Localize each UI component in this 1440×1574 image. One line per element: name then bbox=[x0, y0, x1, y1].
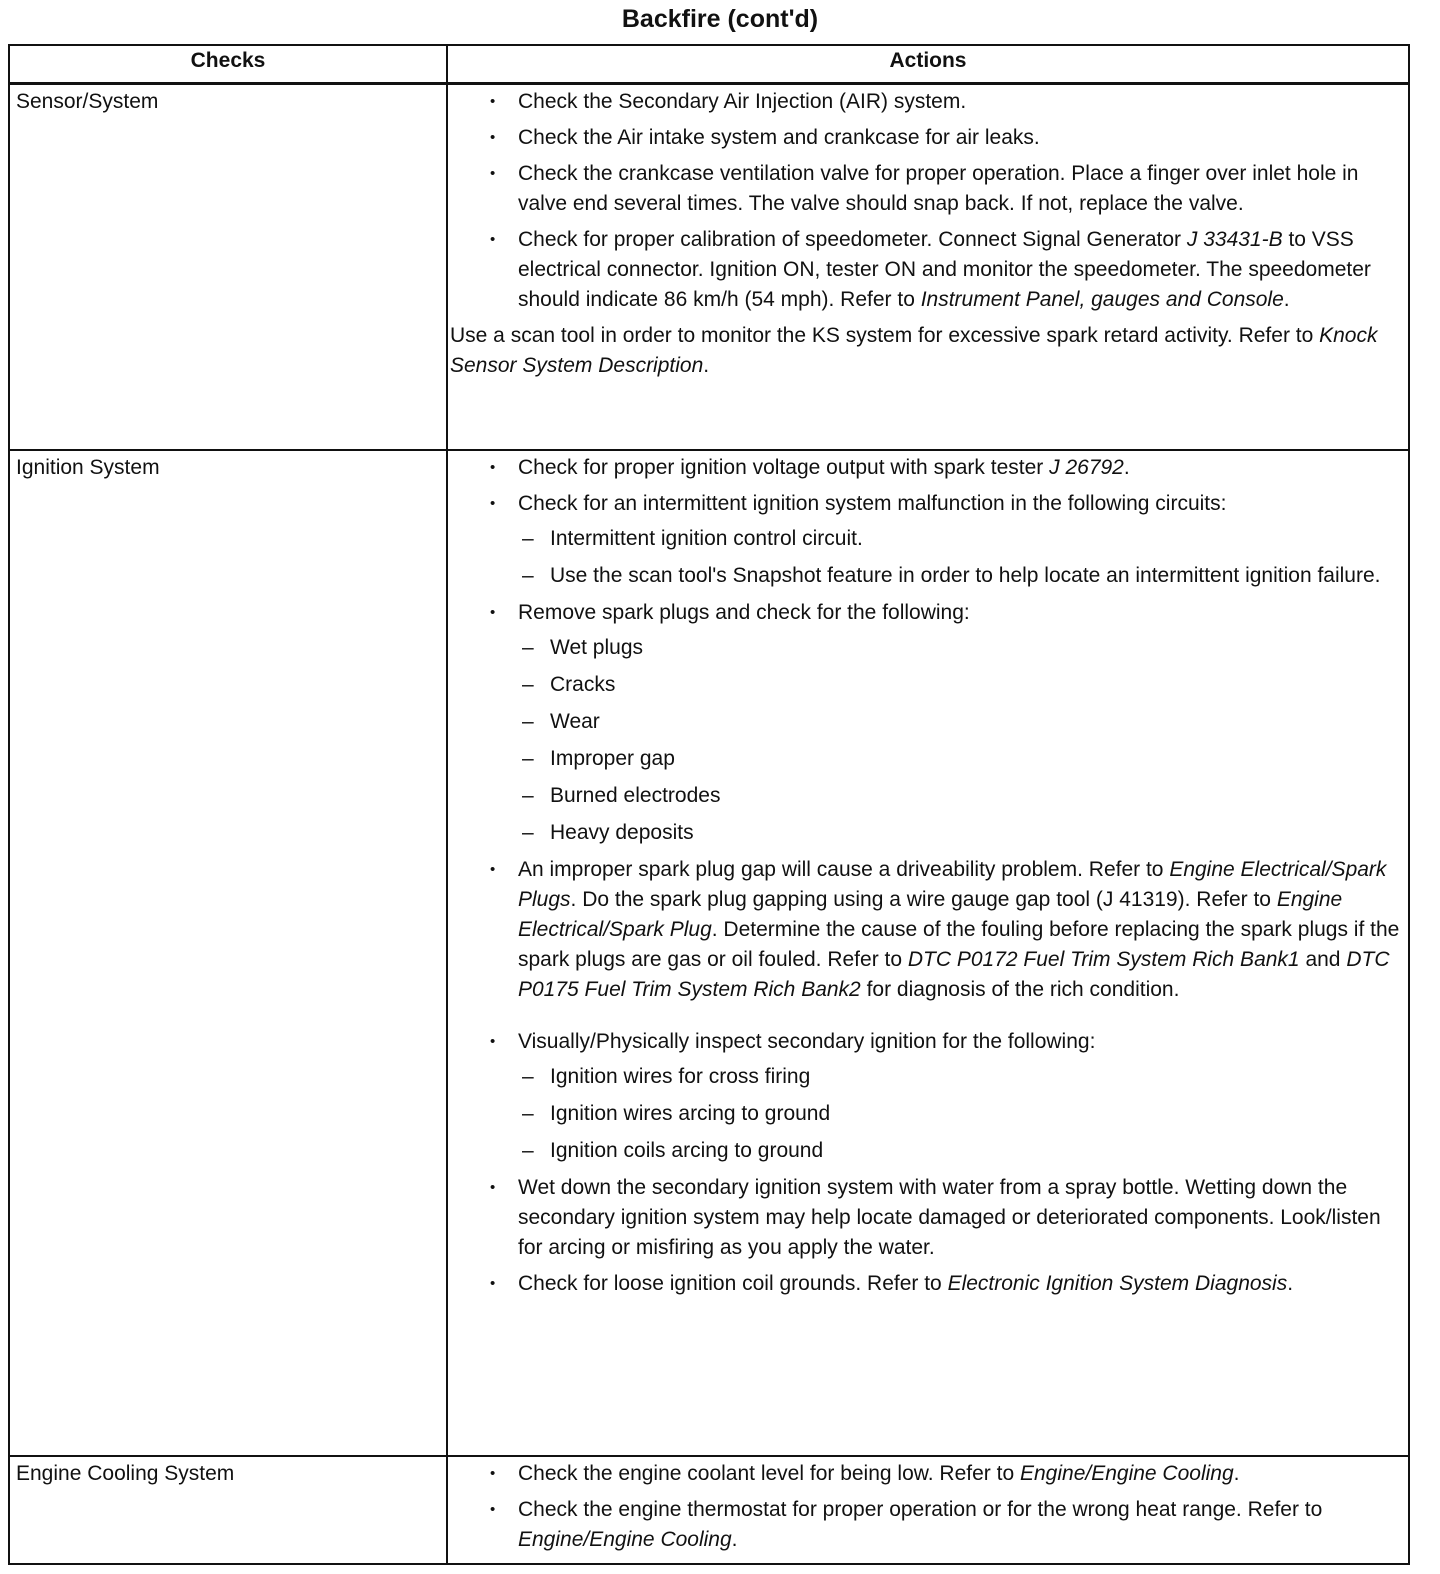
sub-item: – Use the scan tool's Snapshot feature in order to help locate an intermittent ignition failure. bbox=[518, 561, 1402, 591]
sub-list bbox=[518, 1062, 1402, 1166]
sub-item: – Intermittent ignition control circuit. bbox=[518, 524, 1402, 554]
table-row-sensor-system bbox=[9, 84, 1409, 451]
manual-reference: Engine Electrical/Spark Plugs bbox=[518, 858, 1387, 911]
action-item: • Check the Secondary Air Injection (AIR) system. bbox=[454, 87, 1402, 117]
sub-item: – Improper gap bbox=[518, 744, 1402, 774]
action-text: Check for loose ignition coil grounds. Refer to bbox=[518, 1272, 948, 1295]
manual-reference: Instrument Panel, gauges and Console bbox=[920, 288, 1284, 311]
diagnosis-table bbox=[8, 44, 1410, 1565]
action-text: Use a scan tool in order to monitor the KS system for excessive spark retard activity. Refer to bbox=[450, 324, 1320, 347]
manual-reference: Electronic Ignition System Diagnosis bbox=[947, 1272, 1288, 1295]
action-text: . bbox=[1123, 456, 1130, 479]
action-item bbox=[454, 1269, 1402, 1299]
action-item bbox=[454, 1495, 1402, 1555]
action-text: Check for proper ignition voltage output with spark tester bbox=[518, 456, 1050, 479]
sub-item: – Wet plugs bbox=[518, 633, 1402, 663]
action-note bbox=[450, 321, 1402, 381]
action-item bbox=[454, 489, 1402, 591]
action-item bbox=[454, 1459, 1402, 1489]
sub-item: – Ignition wires for cross firing bbox=[518, 1062, 1402, 1092]
page-title: Backfire (cont'd) bbox=[621, 5, 819, 33]
tool-reference: J 26792 bbox=[1049, 456, 1124, 479]
action-text: . bbox=[1233, 1462, 1240, 1485]
actions-list bbox=[454, 1459, 1402, 1555]
action-item: • Wet down the secondary ignition system with water from a spray bottle. Wetting down the secondary ignition system may help locate damaged or deteriorated components. Look/listen for arcing or misfiring as you apply the water. bbox=[454, 1173, 1402, 1263]
actions-list bbox=[454, 453, 1402, 1299]
action-text: . bbox=[703, 354, 710, 377]
check-cell-engine-cooling-system bbox=[9, 1456, 447, 1564]
checks-column-header: Checks bbox=[9, 45, 447, 84]
actions-cell-ignition-system bbox=[447, 450, 1409, 1456]
dtc-reference: DTC P0175 Fuel Trim System Rich Bank2 bbox=[518, 948, 1390, 1001]
sub-item: – Ignition wires arcing to ground bbox=[518, 1099, 1402, 1129]
action-text: Check the engine coolant level for being low. Refer to bbox=[518, 1462, 1020, 1485]
sub-item: – Burned electrodes bbox=[518, 781, 1402, 811]
action-item bbox=[454, 453, 1402, 483]
check-label: Engine Cooling System bbox=[16, 1462, 235, 1485]
check-label: Sensor/System bbox=[16, 90, 159, 113]
action-item bbox=[454, 1027, 1402, 1166]
sub-item: – Ignition coils arcing to ground bbox=[518, 1136, 1402, 1166]
action-text: . bbox=[731, 1528, 738, 1551]
tool-reference: J 33431-B bbox=[1186, 228, 1283, 251]
manual-reference: Engine Electrical/Spark Plug bbox=[518, 888, 1343, 941]
action-text: . bbox=[1283, 288, 1290, 311]
action-item bbox=[454, 225, 1402, 315]
action-text: Visually/Physically inspect secondary ignition for the following: bbox=[518, 1030, 1096, 1053]
actions-column-header: Actions bbox=[447, 45, 1409, 84]
sub-item: – Heavy deposits bbox=[518, 818, 1402, 848]
sub-list bbox=[518, 633, 1402, 848]
manual-reference: Knock Sensor System Description bbox=[450, 324, 1378, 377]
manual-reference: Engine/Engine Cooling bbox=[518, 1528, 732, 1551]
sub-list bbox=[518, 524, 1402, 591]
manual-reference: Engine/Engine Cooling bbox=[1019, 1462, 1234, 1485]
action-item bbox=[454, 855, 1402, 1005]
action-item: • Check the crankcase ventilation valve for proper operation. Place a finger over inlet hole in valve end several times. The valve should snap back. If not, replace the valve. bbox=[454, 159, 1402, 219]
action-text: . bbox=[1287, 1272, 1294, 1295]
check-label: Ignition System bbox=[16, 456, 160, 479]
action-item bbox=[454, 598, 1402, 848]
action-text: An improper spark plug gap will cause a driveability problem. Refer to bbox=[518, 858, 1170, 881]
action-text: . Determine the cause of the fouling before replacing the spark plugs if the spark plugs are gas or oil fouled. Refer to bbox=[518, 918, 1400, 971]
action-text: for diagnosis of the rich condition. bbox=[860, 978, 1180, 1001]
action-text: Remove spark plugs and check for the following: bbox=[518, 601, 970, 624]
sub-item: – Wear bbox=[518, 707, 1402, 737]
action-text: Check the engine thermostat for proper operation or for the wrong heat range. Refer to bbox=[518, 1498, 1323, 1521]
sub-item: – Cracks bbox=[518, 670, 1402, 700]
action-text: Check for an intermittent ignition system malfunction in the following circuits: bbox=[518, 492, 1227, 515]
actions-list bbox=[454, 87, 1402, 315]
actions-cell-engine-cooling-system bbox=[447, 1456, 1409, 1564]
check-cell-ignition-system bbox=[9, 450, 447, 1456]
action-text: Check for proper calibration of speedometer. Connect Signal Generator bbox=[518, 228, 1187, 251]
action-text: to VSS electrical connector. Ignition ON, tester ON and monitor the speedometer. The speedometer should indicate 86 km/h (54 mph). Refer to bbox=[518, 228, 1371, 311]
action-text: and bbox=[1299, 948, 1347, 971]
table-row-ignition-system bbox=[9, 450, 1409, 1456]
actions-cell-sensor-system bbox=[447, 84, 1409, 451]
action-item: • Check the Air intake system and crankcase for air leaks. bbox=[454, 123, 1402, 153]
table-header-row bbox=[9, 45, 1409, 84]
check-cell-sensor-system bbox=[9, 84, 447, 451]
table-row-engine-cooling-system bbox=[9, 1456, 1409, 1564]
action-text: . Do the spark plug gapping using a wire gauge gap tool (J 41319). Refer to bbox=[570, 888, 1277, 911]
dtc-reference: DTC P0172 Fuel Trim System Rich Bank1 bbox=[907, 948, 1300, 971]
